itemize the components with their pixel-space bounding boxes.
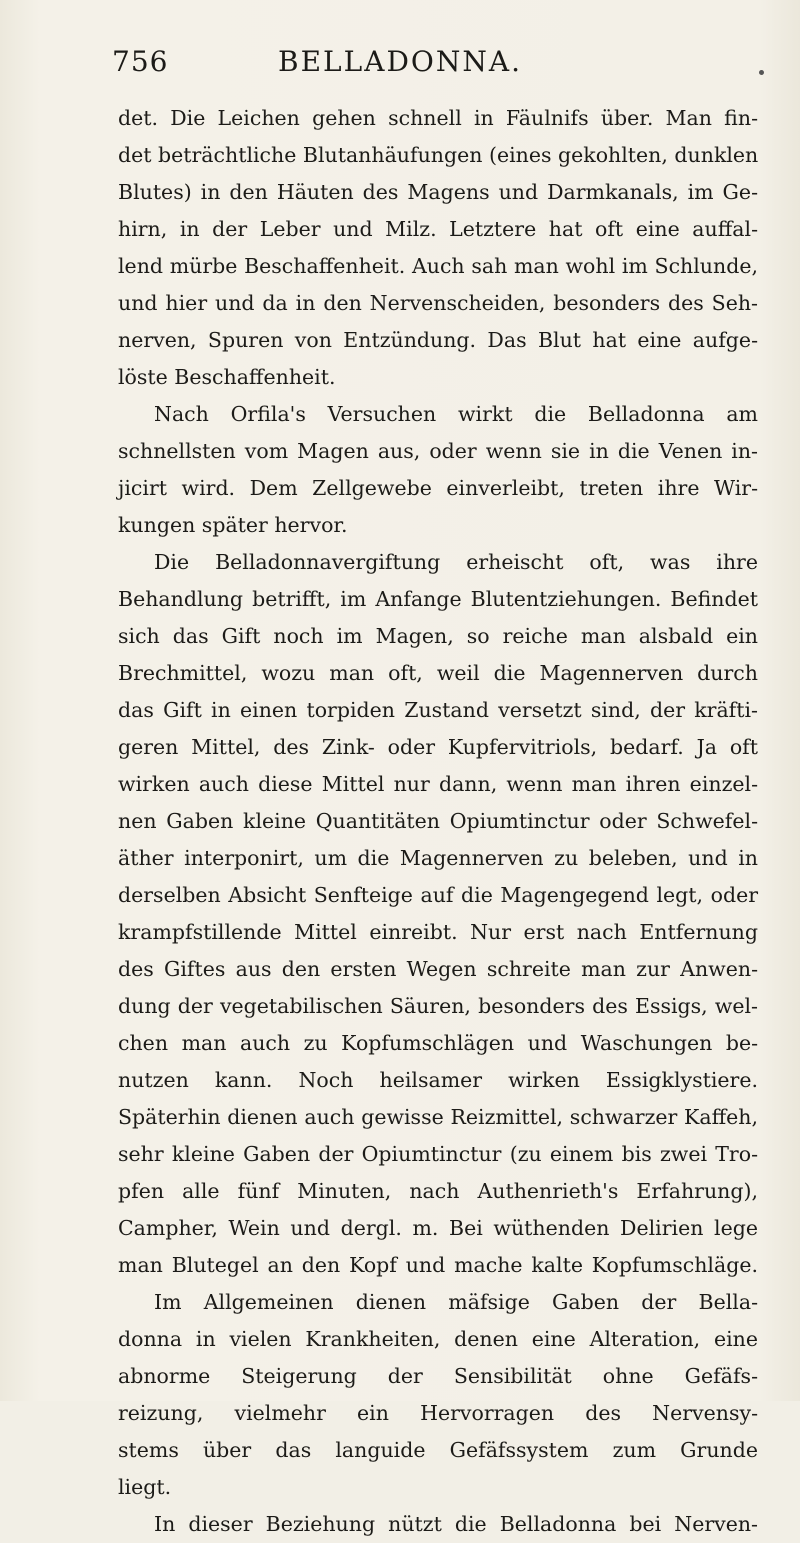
text-line: Späterhin dienen auch gewisse Reizmittel, schwarzer Kaffeh, [118,1105,758,1129]
text-line: pfen alle fünf Minuten, nach Authenrieth's Erfahrung), [118,1179,758,1203]
text-line: sehr kleine Gaben der Opiumtinctur (zu einem bis zwei Tro- [118,1142,758,1166]
text-line: schnellsten vom Magen aus, oder wenn sie in die Venen in- [118,439,758,463]
text-line: das Gift in einen torpiden Zustand versetzt sind, der kräfti- [118,698,758,722]
text-line: nerven, Spuren von Entzündung. Das Blut hat eine aufge- [118,328,758,352]
body-text [118,100,758,1543]
text-line: nutzen kann. Noch heilsamer wirken Essigklystiere. [118,1068,758,1092]
text-line: und hier und da in den Nervenscheiden, besonders des Seh- [118,291,758,315]
text-line: det beträchtliche Blutanhäufungen (eines gekohlten, dunklen [118,143,759,167]
text-line: Brechmittel, wozu man oft, weil die Magennerven durch [118,661,758,685]
text-line: nen Gaben kleine Quantitäten Opiumtinctur oder Schwefel- [118,809,758,833]
text-line: hirn, in der Leber und Milz. Letztere hat oft eine auffal- [118,217,758,241]
text-line: man Blutegel an den Kopf und mache kalte Kopfumschläge. [118,1253,758,1277]
text-line: derselben Absicht Senfteige auf die Magengegend legt, oder [118,883,758,907]
text-line: chen man auch zu Kopfumschlägen und Waschungen be- [118,1031,758,1055]
text-line: äther interponirt, um die Magennerven zu beleben, und in [118,846,758,870]
text-line: Im Allgemeinen dienen mäfsige Gaben der Bella- [154,1290,758,1314]
text-line: donna in vielen Krankheiten, denen eine Alteration, eine [118,1327,758,1351]
text-line: des Giftes aus den ersten Wegen schreite man zur Anwen- [118,957,758,981]
text-line: dung der vegetabilischen Säuren, besonders des Essigs, wel- [118,994,758,1018]
text-line: kungen später hervor. [118,513,348,537]
text-line: Blutes) in den Häuten des Magens und Darmkanals, im Ge- [118,180,758,204]
text-line: Nach Orfila's Versuchen wirkt die Belladonna am [154,402,758,426]
text-line: reizung, vielmehr ein Hervorragen des Nervensy- [118,1401,758,1425]
text-line: sich das Gift noch im Magen, so reiche man alsbald ein [118,624,758,648]
page-number: 756 [112,45,169,78]
text-line: lend mürbe Beschaffenheit. Auch sah man wohl im Schlunde, [118,254,758,278]
ink-speck [759,70,764,75]
text-line: liegt. [118,1475,172,1499]
text-line: krampfstillende Mittel einreibt. Nur erst nach Entfernung [118,920,758,944]
text-line: abnorme Steigerung der Sensibilität ohne Gefäfs- [118,1364,758,1388]
text-line: Campher, Wein und dergl. m. Bei wüthenden Delirien lege [118,1216,758,1240]
running-title: BELLADONNA. [278,45,522,78]
text-line: jicirt wird. Dem Zellgewebe einverleibt, treten ihre Wir- [118,476,758,500]
text-line: det. Die Leichen gehen schnell in Fäulnifs über. Man fin- [118,106,758,130]
text-line: wirken auch diese Mittel nur dann, wenn man ihren einzel- [118,772,758,796]
text-line: stems über das languide Gefäfssystem zum Grunde [118,1438,758,1462]
text-line: In dieser Beziehung nützt die Belladonna bei Nerven- [154,1512,758,1536]
text-line: Die Belladonnavergiftung erheischt oft, was ihre [154,550,758,574]
page-header [0,45,800,85]
text-line: geren Mittel, des Zink- oder Kupfervitriols, bedarf. Ja oft [118,735,758,759]
text-line: Behandlung betrifft, im Anfange Blutentziehungen. Befindet [118,587,758,611]
text-line: löste Beschaffenheit. [118,365,336,389]
